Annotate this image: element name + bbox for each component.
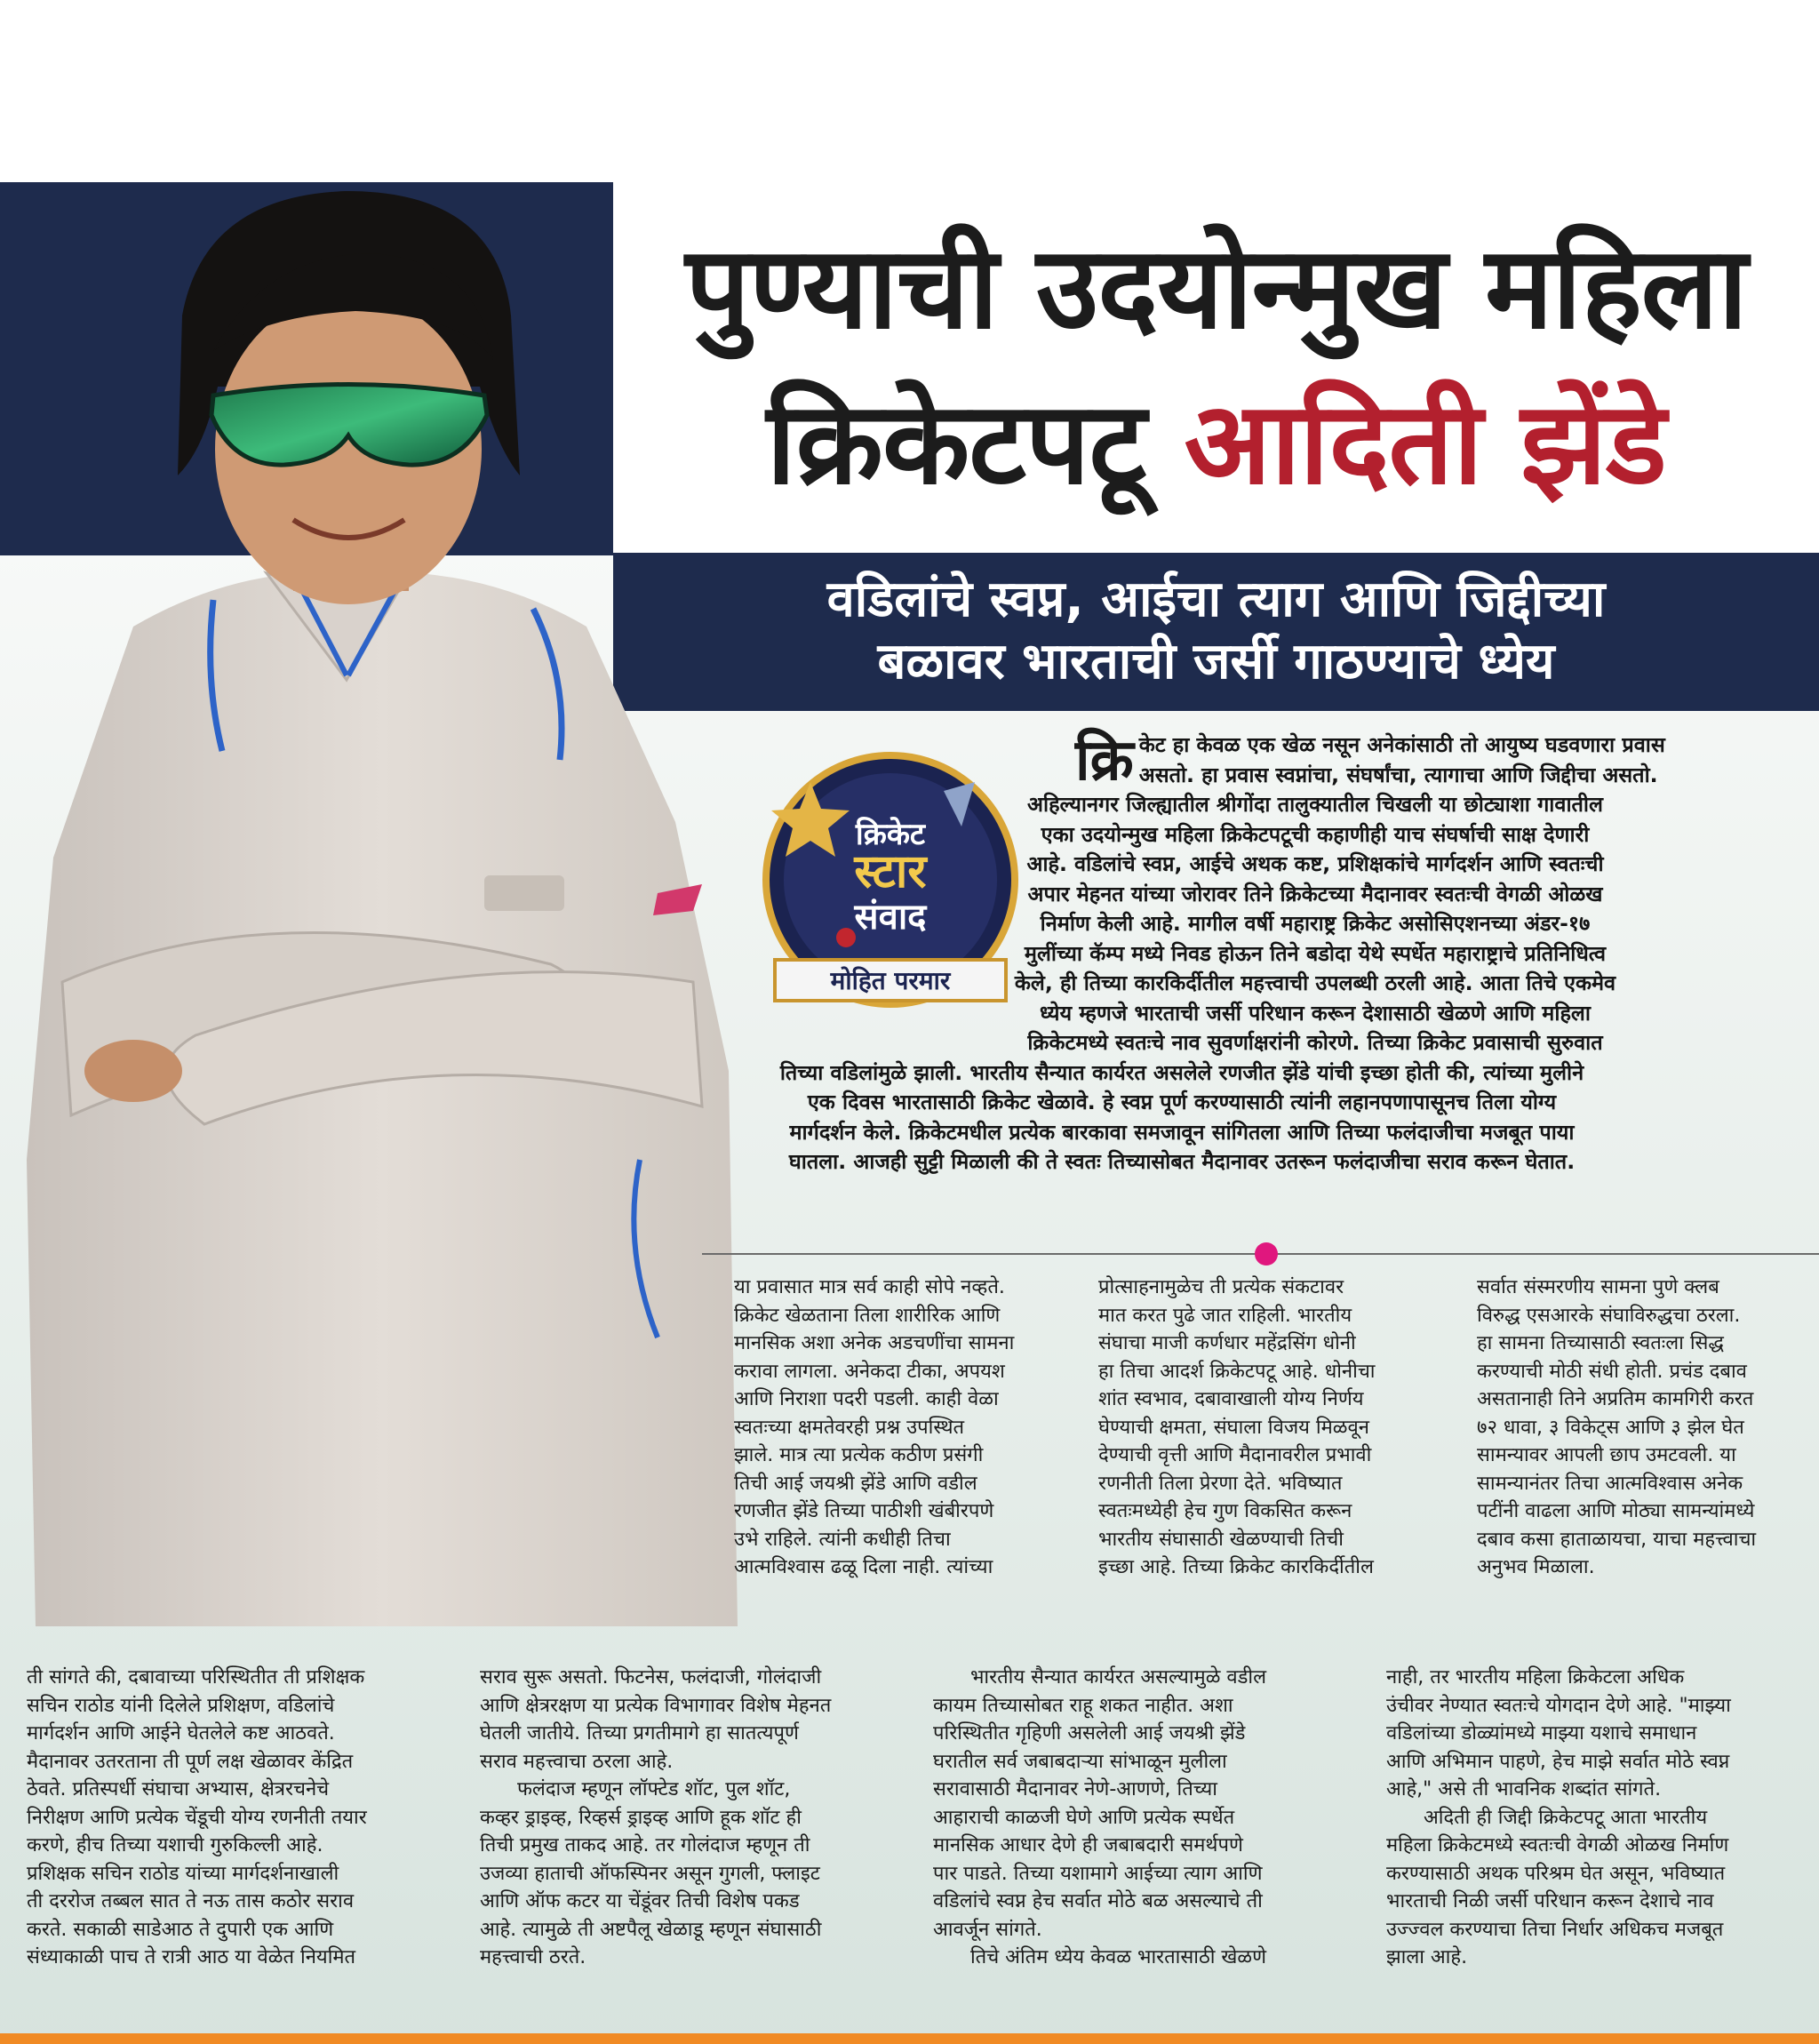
text-line: या प्रवासात मात्र सर्व काही सोपे नव्हते.	[734, 1276, 1005, 1298]
intro-line: मुलींच्या कॅम्प मध्ये निवड होऊन तिने बडोदा येथे स्पर्धेत महाराष्ट्राचे प्रतिनिधित्व	[1024, 940, 1607, 966]
text-line: कायम तिच्यासोबत राहू शकत नाहीत. अशा	[933, 1694, 1233, 1717]
text-line: आहे," असे ती भावनिक शब्दांत सांगते.	[1386, 1778, 1662, 1800]
text-line: करण्याची मोठी संधी होती. प्रचंड दबाव	[1477, 1360, 1747, 1383]
text-line: ती सांगते की, दबावाच्या परिस्थितीत ती प्रशिक्षक	[27, 1666, 365, 1689]
text-line: झाला आहे.	[1386, 1946, 1468, 1968]
text-line: उज्ज्वल करण्याचा तिचा निर्धार अधिकच मजबूत	[1386, 1918, 1724, 1941]
text-line: परिस्थितीत गृहिणी असलेली आई जयश्री झेंडे	[933, 1722, 1246, 1745]
text-line: पार पाडते. तिच्या यशामागे आईच्या त्याग आणि	[933, 1862, 1263, 1885]
text-line: मानसिक आधार देणे ही जबाबदारी समर्थपणे	[933, 1834, 1243, 1856]
text-line: हा सामना तिच्यासाठी स्वतःला सिद्ध	[1477, 1332, 1724, 1354]
text-line: सराव महत्त्वाचा ठरला आहे.	[480, 1750, 674, 1773]
text-line: झाले. मात्र त्या प्रत्येक कठीण प्रसंगी	[734, 1444, 984, 1466]
text-line: उजव्या हाताची ऑफस्पिनर असून गुगली, फ्लाइट	[480, 1862, 820, 1885]
headline-line-1: पुण्याची उदयोन्मुख महिला	[685, 222, 1747, 355]
logo-line-1: क्रिकेट	[855, 817, 926, 852]
text-line: सचिन राठोड यांनी दिलेले प्रशिक्षण, वडिलांचे	[27, 1694, 335, 1717]
dropcap: क्रि	[1075, 728, 1134, 794]
text-line: घेण्याची क्षमता, संघाला विजय मिळवून	[1098, 1416, 1369, 1439]
text-line: क्रिकेट खेळताना तिला शारीरिक आणि	[734, 1304, 1001, 1327]
text-line: भारतीय संघासाठी खेळण्याची तिची	[1098, 1528, 1344, 1551]
intro-line: ध्येय म्हणजे भारताची जर्सी परिधान करून देशासाठी खेळणे आणि महिला	[1040, 1000, 1591, 1026]
text-line: अदिती ही जिद्दी क्रिकेटपटू आता भारतीय	[1386, 1806, 1708, 1829]
text-line: महत्त्वाची ठरते.	[480, 1946, 586, 1968]
text-line: घेतली जातीये. तिच्या प्रगतीमागे हा सातत्यपूर्ण	[480, 1722, 799, 1745]
text-line: महिला क्रिकेटमध्ये स्वतःची वेगळी ओळख निर्माण	[1386, 1834, 1729, 1856]
intro-line: अहिल्यानगर जिल्ह्यातील श्रीगोंदा तालुक्यातील चिखली या छोट्याशा गावातील	[1027, 792, 1603, 817]
text-line: कव्हर ड्राइव्ह, रिव्हर्स ड्राइव्ह आणि हूक शॉट ही	[480, 1806, 802, 1829]
text-line: सामन्यानंतर तिचा आत्मविश्वास अनेक	[1477, 1472, 1743, 1495]
intro-line: तिच्या वडिलांमुळे झाली. भारतीय सैन्यात कार्यरत असलेले रणजीत झेंडे यांची इच्छा होती की, त्यांच्या मुलीने	[779, 1059, 1584, 1085]
intro-line: अपार मेहनत यांच्या जोरावर तिने क्रिकेटच्या मैदानावर स्वतःची वेगळी ओळख	[1027, 881, 1603, 906]
text-line: करावा लागला. अनेकदा टीका, अपयश	[734, 1360, 1005, 1383]
intro-line: क्रिकेटमध्ये स्वतःचे नाव सुवर्णाक्षरांनी कोरणे. तिच्या क्रिकेट प्रवासाची सुरुवात	[1027, 1030, 1603, 1055]
text-line: मात करत पुढे जात राहिली. भारतीय	[1098, 1304, 1352, 1327]
column-d	[27, 1664, 367, 1972]
text-line: शांत स्वभाव, दबावाखाली योग्य निर्णय	[1098, 1388, 1364, 1410]
text-line: करणे, हीच तिच्या यशाची गुरुकिल्ली आहे.	[27, 1834, 323, 1856]
footer-bar	[0, 2033, 1819, 2044]
column-f	[933, 1664, 1266, 1972]
text-line: आणि क्षेत्ररक्षण या प्रत्येक विभागावर विशेष मेहनत	[480, 1694, 832, 1717]
text-line: असतानाही तिने अप्रतिम कामगिरी करत	[1477, 1388, 1754, 1410]
subheadline-line-2: बळावर भारताची जर्सी गाठण्याचे ध्येय	[877, 633, 1555, 691]
text-line: करते. सकाळी साडेआठ ते दुपारी एक आणि	[27, 1918, 334, 1941]
column-b	[1098, 1274, 1376, 1582]
text-line: उभे राहिले. त्यांनी कधीही तिचा	[734, 1528, 951, 1551]
navy-subheadline-band	[613, 553, 1819, 711]
text-line: आहाराची काळजी घेणे आणि प्रत्येक स्पर्धेत	[933, 1806, 1235, 1829]
text-line: मार्गदर्शन आणि आईने घेतलेले कष्ट आठवते.	[27, 1722, 335, 1745]
column-g	[1386, 1664, 1731, 1972]
intro-paragraph	[779, 728, 1795, 1178]
intro-line: घातला. आजही सुट्टी मिळाली की ते स्वतः तिच्यासोबत मैदानावर उतरून फलंदाजीचा सराव करून घेतात.	[788, 1149, 1576, 1174]
text-line: देण्याची वृत्ती आणि मैदानावरील प्रभावी	[1098, 1444, 1372, 1466]
text-line: सर्वात संस्मरणीय सामना पुणे क्लब	[1477, 1276, 1719, 1298]
subheadline-line-1: वडिलांचे स्वप्न, आईचा त्याग आणि जिद्दीच्या	[826, 571, 1606, 628]
text-line: संध्याकाळी पाच ते रात्री आठ या वेळेत नियमित	[27, 1946, 356, 1968]
divider-dot	[1255, 1242, 1278, 1266]
text-line: ७२ धावा, ३ विकेट्स आणि ३ झेल घेत	[1477, 1416, 1744, 1439]
text-line: आवर्जून सांगते.	[933, 1918, 1042, 1941]
text-line: आत्मविश्वास ढळू दिला नाही. त्यांच्या	[734, 1556, 993, 1578]
text-line: भारतीय सैन्यात कार्यरत असल्यामुळे वडील	[933, 1666, 1267, 1689]
text-line: मानसिक अशा अनेक अडचणींचा सामना	[734, 1332, 1015, 1354]
text-line: नाही, तर भारतीय महिला क्रिकेटला अधिक	[1386, 1666, 1685, 1689]
column-e	[480, 1664, 831, 1972]
player-photo	[0, 182, 782, 1626]
headline-box	[613, 182, 1819, 553]
intro-line: निर्माण केली आहे. मागील वर्षी महाराष्ट्र क्रिकेट असोसिएशनच्या अंडर-१७	[1040, 911, 1591, 936]
text-line: फलंदाज म्हणून लॉफ्टेड शॉट, पुल शॉट,	[480, 1778, 791, 1800]
text-line: ती दररोज तब्बल सात ते नऊ तास कठोर सराव	[27, 1890, 355, 1912]
text-line: आणि निराशा पदरी पडली. काही वेळा	[734, 1388, 999, 1410]
text-line: स्वतःच्या क्षमतेवरही प्रश्न उपस्थित	[734, 1416, 965, 1439]
text-line: रणजीत झेंडे तिच्या पाठीशी खंबीरपणे	[734, 1500, 994, 1522]
intro-line: केट हा केवळ एक खेळ नसून अनेकांसाठी तो आयुष्य घडवणारा प्रवास	[1138, 732, 1665, 757]
text-line: दबाव कसा हाताळायचा, याचा महत्त्वाचा	[1477, 1528, 1757, 1551]
text-line: प्रोत्साहनामुळेच ती प्रत्येक संकटावर	[1098, 1276, 1344, 1298]
text-line: भारताची निळी जर्सी परिधान करून देशाचे नाव	[1386, 1890, 1714, 1912]
text-line: करण्यासाठी अथक परिश्रम घेत असून, भविष्यात	[1386, 1862, 1726, 1885]
text-line: तिची प्रमुख ताकद आहे. तर गोलंदाज म्हणून ती	[480, 1834, 810, 1856]
text-line: वडिलांचे स्वप्न हेच सर्वात मोठे बळ असल्याचे ती	[933, 1890, 1263, 1912]
text-line: निरीक्षण आणि प्रत्येक चेंडूची योग्य रणनीती तयार	[27, 1806, 367, 1829]
text-line: वडिलांच्या डोळ्यांमध्ये माझ्या यशाचे समाधान	[1386, 1722, 1697, 1745]
text-line: अनुभव मिळाला.	[1477, 1556, 1595, 1578]
logo-line-2: स्टार	[854, 845, 927, 898]
text-line: स्वतःमध्येही हेच गुण विकसित करून	[1098, 1500, 1352, 1522]
intro-line: आहे. वडिलांचे स्वप्न, आईचे अथक कष्ट, प्रशिक्षकांचे मार्गदर्शन आणि स्वतःची	[1026, 851, 1604, 876]
text-line: इच्छा आहे. तिच्या क्रिकेट कारकिर्दीतील	[1098, 1556, 1374, 1578]
headline-dark-part: क्रिकेटपटू	[766, 378, 1146, 510]
logo-banner: मोहित परमार	[830, 966, 951, 995]
headline-line-2	[613, 369, 1819, 520]
text-line: सामन्यावर आपली छाप उमटवली. या	[1477, 1444, 1736, 1466]
text-line: हा तिचा आदर्श क्रिकेटपटू आहे. धोनीचा	[1098, 1360, 1376, 1383]
text-line: तिचे अंतिम ध्येय केवळ भारतासाठी खेळणे	[933, 1946, 1267, 1968]
text-line: विरुद्ध एसआरके संघाविरुद्धचा ठरला.	[1477, 1304, 1741, 1327]
text-line: सरावासाठी मैदानावर नेणे-आणणे, तिच्या	[933, 1778, 1217, 1800]
column-a	[734, 1274, 1014, 1582]
text-line: प्रशिक्षक सचिन राठोड यांच्या मार्गदर्शनाखाली	[27, 1862, 339, 1885]
text-line: रणनीती तिला प्रेरणा देते. भविष्यात	[1098, 1472, 1343, 1495]
text-line: उंचीवर नेण्यात स्वतःचे योगदान देणे आहे. "माझ्या	[1386, 1694, 1731, 1717]
text-line: घरातील सर्व जबाबदाऱ्या सांभाळून मुलीला	[933, 1750, 1227, 1773]
intro-line: एक दिवस भारतासाठी क्रिकेट खेळावे. हे स्वप्न पूर्ण करण्यासाठी त्यांनी लहानपणापासूनच तिला योग्य	[807, 1090, 1557, 1114]
intro-line: एका उदयोन्मुख महिला क्रिकेटपटूची कहाणीही याच संघर्षाची साक्ष देणारी	[1041, 821, 1590, 847]
headline-player-name: आदिती झेंडे	[1184, 378, 1666, 510]
intro-line: केले, ही तिच्या कारकिर्दीतील महत्त्वाची उपलब्धी ठरली आहे. आता तिचे एकमेव	[1014, 970, 1616, 995]
text-line: तिची आई जयश्री झेंडे आणि वडील	[734, 1472, 977, 1495]
text-line: सराव सुरू असतो. फिटनेस, फलंदाजी, गोलंदाजी	[480, 1666, 822, 1689]
intro-line: मार्गदर्शन केले. क्रिकेटमधील प्रत्येक बारकावा समजावून सांगितला आणि तिच्या फलंदाजीचा मजबूत पाया	[789, 1119, 1575, 1145]
text-line: पटींनी वाढला आणि मोठ्या सामन्यांमध्ये	[1477, 1500, 1755, 1522]
intro-line: असतो. हा प्रवास स्वप्नांचा, संघर्षांचा, त्यागाचा आणि जिद्दीचा असतो.	[1138, 762, 1658, 787]
text-line: आणि अभिमान पाहणे, हेच माझे सर्वात मोठे स्वप्न	[1386, 1750, 1730, 1773]
column-c	[1477, 1274, 1756, 1582]
logo-line-3: संवाद	[854, 897, 927, 938]
text-line: संघाचा माजी कर्णधार महेंद्रसिंग धोनी	[1098, 1332, 1356, 1354]
text-line: आहे. त्यामुळे ती अष्टपैलू खेळाडू म्हणून संघासाठी	[480, 1918, 822, 1941]
text-line: ठेवते. प्रतिस्पर्धी संघाचा अभ्यास, क्षेत्ररचनेचे	[27, 1778, 330, 1800]
text-line: मैदानावर उतरताना ती पूर्ण लक्ष खेळावर केंद्रित	[27, 1750, 354, 1773]
text-line: आणि ऑफ कटर या चेंडूंवर तिची विशेष पकड	[480, 1890, 800, 1912]
